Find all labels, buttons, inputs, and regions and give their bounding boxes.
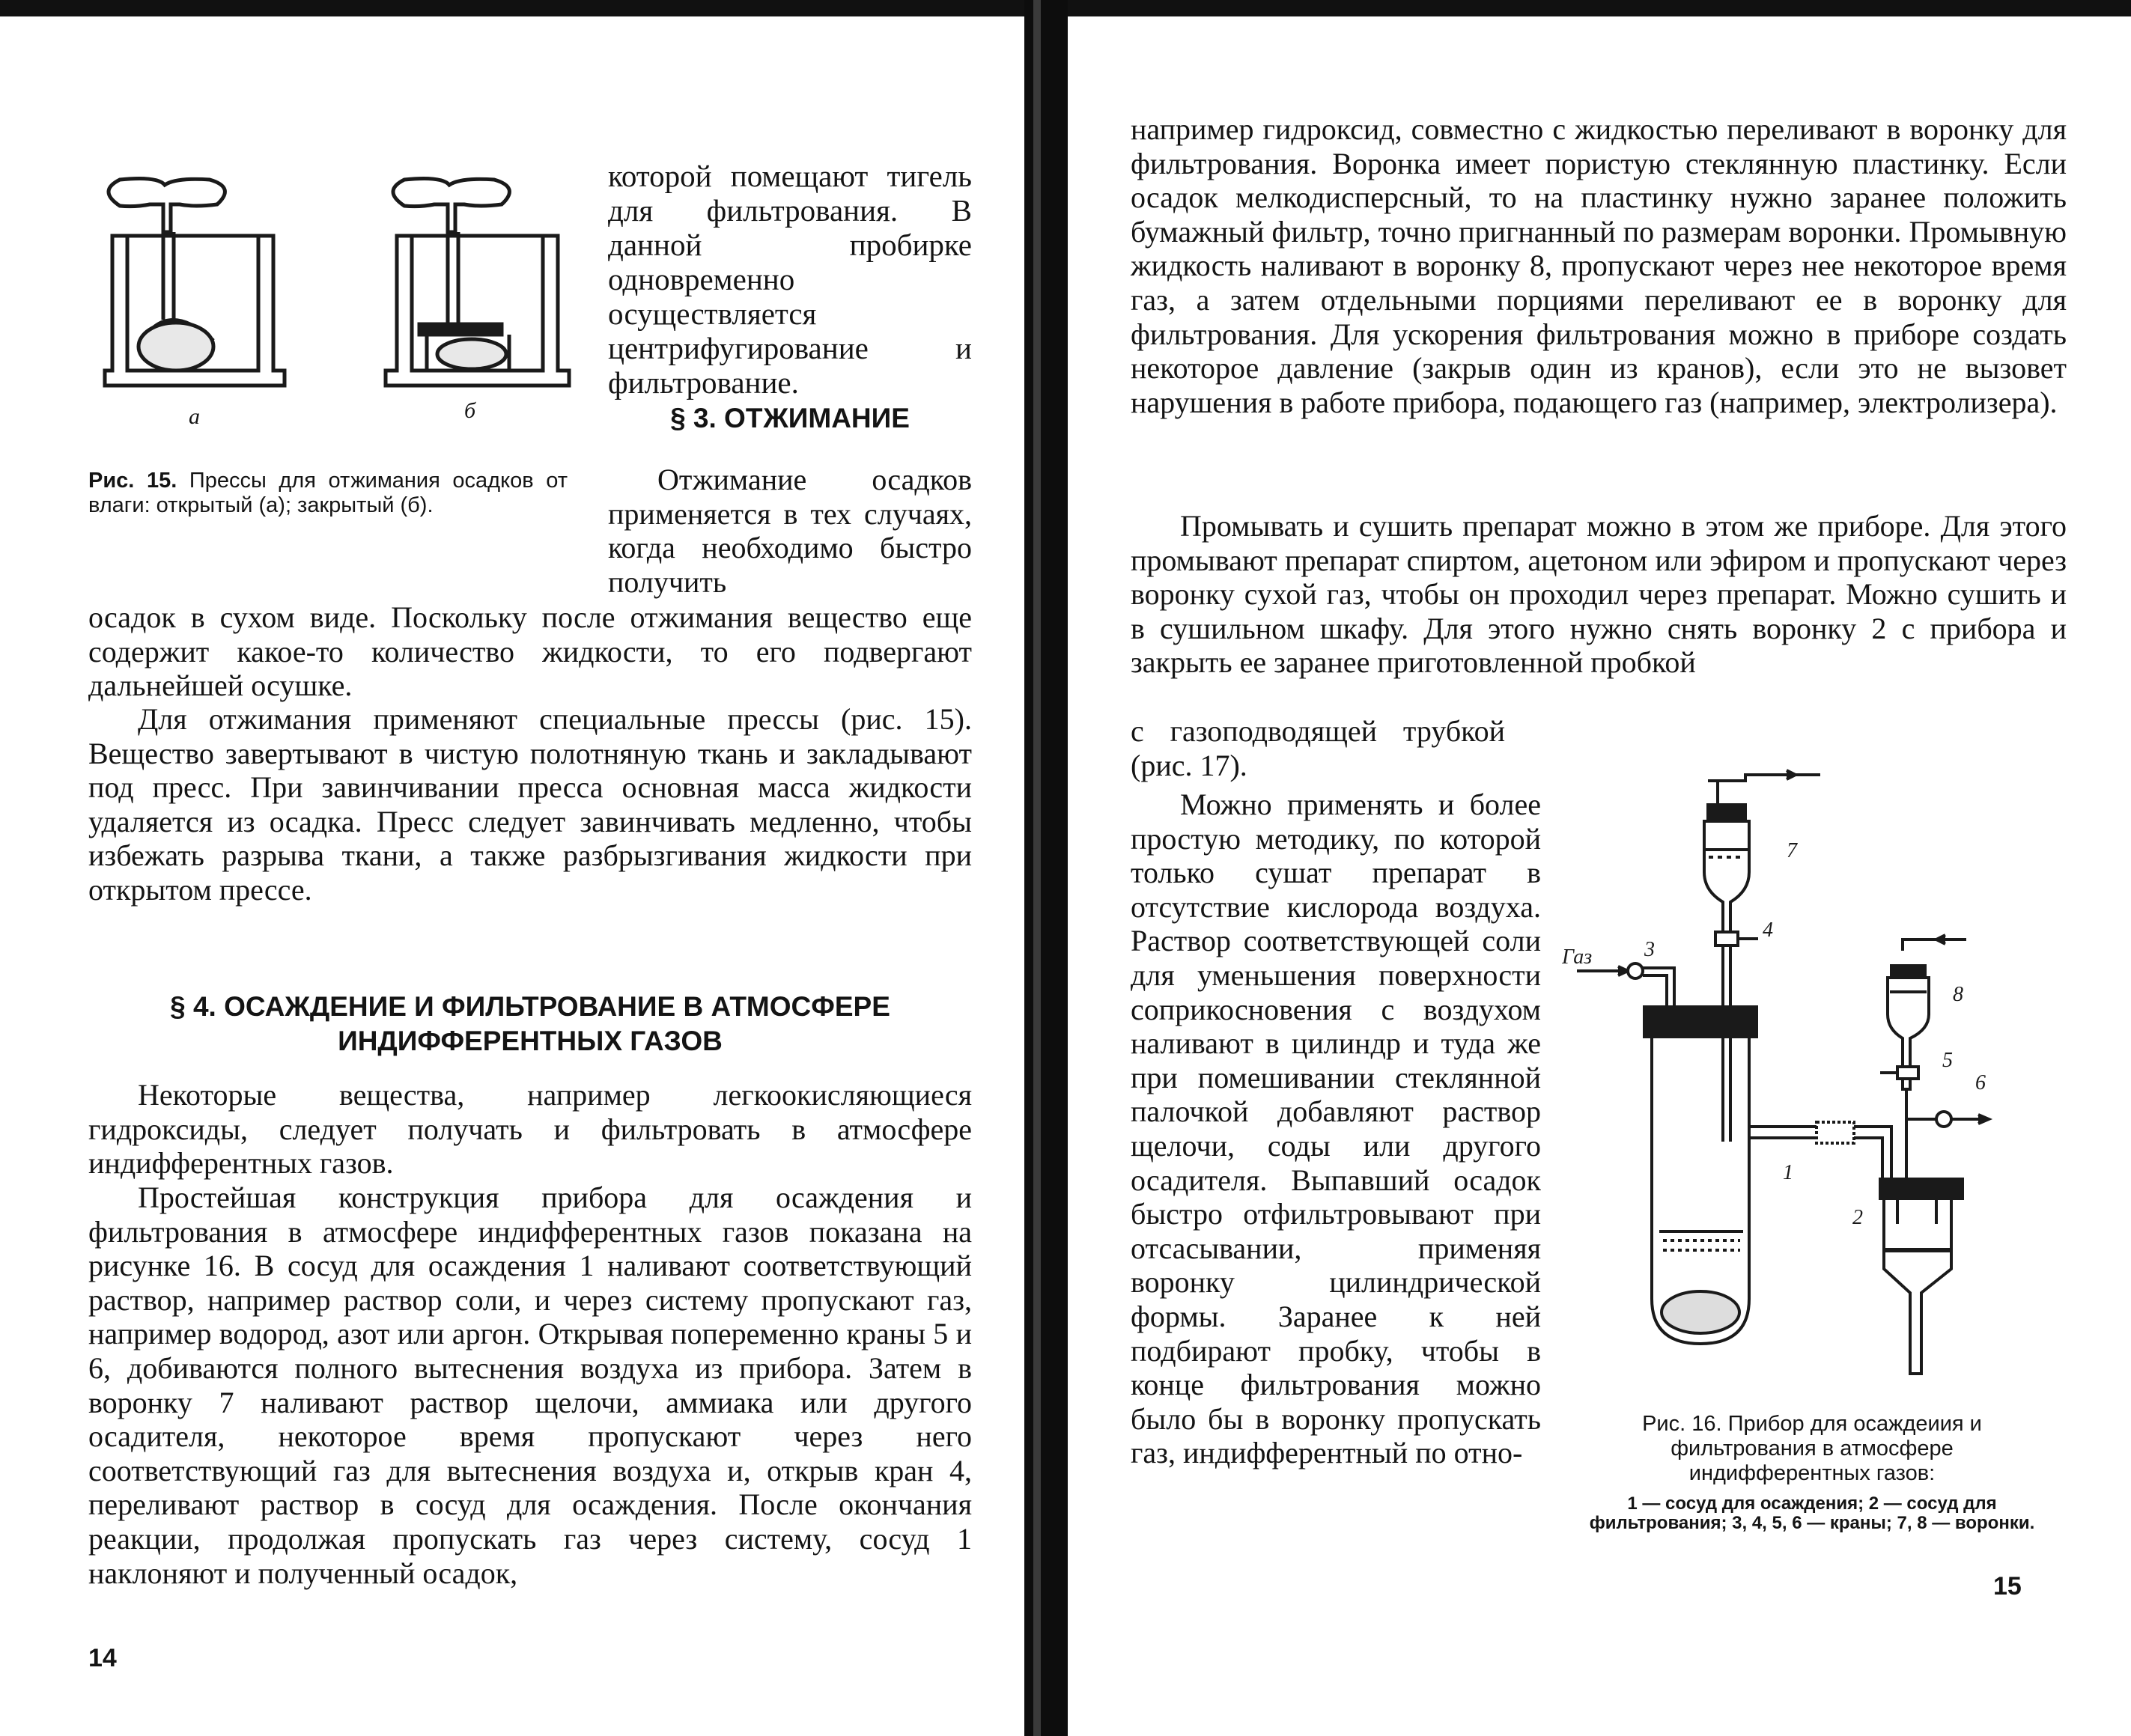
fig16-num-4: 4 [1763,919,1773,942]
section-4-paragraph-2: Простейшая конструкция прибора для осаждения и фильтрования в атмосфере индифферентных газов показана на рисунке 16. В сосуд для осаждения 1 наливают соответствующий раствор, например раствор соли, и через систему пропускают газ, например водород, азот или аргон. Открывая попеременно краны 5 и 6, добиваются полного вытеснения воздуха из прибора. Затем в воронку 7 наливают раствор щелочи, аммиака или другого осадителя, некоторое время пропускают через него соответствующий газ для вытеснения воздуха и, открыв кран 4, переливают раствор в сосуд для осаждения. После окончания реакции, продолжая пропускать газ через систему, сосуд 1 наклоняют и полученный осадок, [88,1181,972,1590]
fig16-caption: Рис. 16. Прибор для осаждеиия и фильтрования в атмосфере индифферентных газов: [1642,1412,1982,1485]
fig15-caption [88,469,568,518]
gutter-highlight [1033,0,1041,1736]
fig16-legend: 1 — сосуд для осаждения; 2 — сосуд для фильтрования; 3, 4, 5, 6 — краны; 7, 8 — воронки. [1589,1493,2035,1533]
right-paragraph-1: например гидроксид, совместно с жидкостью переливают в воронку для фильтрования. Воронка имеет пористую стеклянную пластинку. Если осадок мелкодисперсный, то на пластинку нужно заранее положить бумажный фильтр, точно пригнанный по размерам воронки. Промывную жидкость наливают в воронку 8, пропускают через нее некоторое время газ, а затем отдельными порциями переливают ее в воронку для фильтрования. Для ускорения фильтрования можно в приборе создать некоторое давление (закрыв один из кранов), если это не вызовет нарушения в работе прибора, подающего газ (например, электролизера). [1131,112,2067,419]
right-paragraph-2: Промывать и сушить препарат можно в этом же приборе. Для этого промывают препарат спиртом, ацетоном или эфиром и пропускают через воронку сухой газ, чтобы он проходил через препарат. Можно сушить и в сушильном шкафу. Для этого нужно снять воронку 2 с прибора и закрыть ее заранее приготовленной пробкой [1131,509,2067,680]
right-paragraph-3: Можно применять и более простую методику, по которой только сушат препарат в отсутствие кислорода воздуха. Раствор соответствующей соли для уменьшения поверхности соприкосновения с воздухом наливают в цилиндр и туда же при помешивании стеклянной палочкой добавляют раствор щелочи, соды или другого осадителя. Выпавший осадок быстро отфильтровывают при отсасывании, применяя воронку цилиндрической формы. Заранее к ней подбирают пробку, чтобы в конце фильтрования можно было бы в воронку пропускать газ, индифферентный по отно- [1131,788,1541,1470]
fig16-num-1: 1 [1783,1161,1793,1184]
left-page [0,0,1024,1736]
page-number-right: 15 [1993,1572,2022,1601]
column-text-right-of-figure: которой помещают тигель для фильтрования. В данной пробирке одновременно осуществляется центрифугирование и фильтрование. [608,159,972,400]
figure-16-apparatus [1562,760,2079,1404]
fig15-sublabel-a: а [189,404,200,429]
right-page [1068,0,2131,1736]
section-3-paragraph-2: Для отжимания применяют специальные прессы (рис. 15). Вещество завертывают в чистую полотняную ткань и закладывают под пресс. При завинчивании пресса основная масса жидкости удаляется из осадка. Пресс следует завинчивать медленно, чтобы избежать разрыва ткани, а также разбрызгивания жидкости при открытом прессе. [88,702,972,907]
fig16-num-3: 3 [1644,938,1655,961]
section-3-heading: § 3. ОТЖИМАНИЕ [670,403,910,433]
fig16-gas-label: Газ [1562,945,1593,969]
section-4-heading-line-2: ИНДИФФЕРЕНТНЫХ ГАЗОВ [338,1026,723,1056]
fig15-sublabel-b: б [464,398,476,423]
fig16-num-2: 2 [1852,1206,1863,1229]
section-4-paragraph-1: Некоторые вещества, например легкоокисляющиеся гидроксиды, следует получать и фильтровать в атмосфере индифферентных газов. [88,1078,972,1181]
figure-15-presses [90,161,599,408]
section-4-heading-line-1: § 4. ОСАЖДЕНИЕ И ФИЛЬТРОВАНИЕ В АТМОСФЕРЕ [170,991,890,1022]
fig16-num-5: 5 [1942,1049,1953,1072]
fig16-num-8: 8 [1953,983,1963,1006]
section-3-paragraph-continued: осадок в сухом виде. Поскольку после отжимания вещество еще содержит какое-то количество жидкости, то его подвергают дальнейшей осушке. [88,600,972,703]
fig16-num-7: 7 [1787,839,1797,862]
right-paragraph-2-tail: с газоподводящей трубкой (рис. 17). [1131,714,1505,782]
fig16-num-6: 6 [1975,1071,1986,1094]
page-number-left: 14 [88,1644,117,1672]
fig15-caption-text: Прессы для отжимания осадков от влаги: открытый (а); закрытый (б). [88,469,568,517]
section-3-paragraph-side: Отжимание осадков применяется в тех случаях, когда необходимо быстро получить [608,463,972,599]
book-gutter [1024,0,1068,1736]
fig15-label: Рис. 15. [88,469,177,493]
